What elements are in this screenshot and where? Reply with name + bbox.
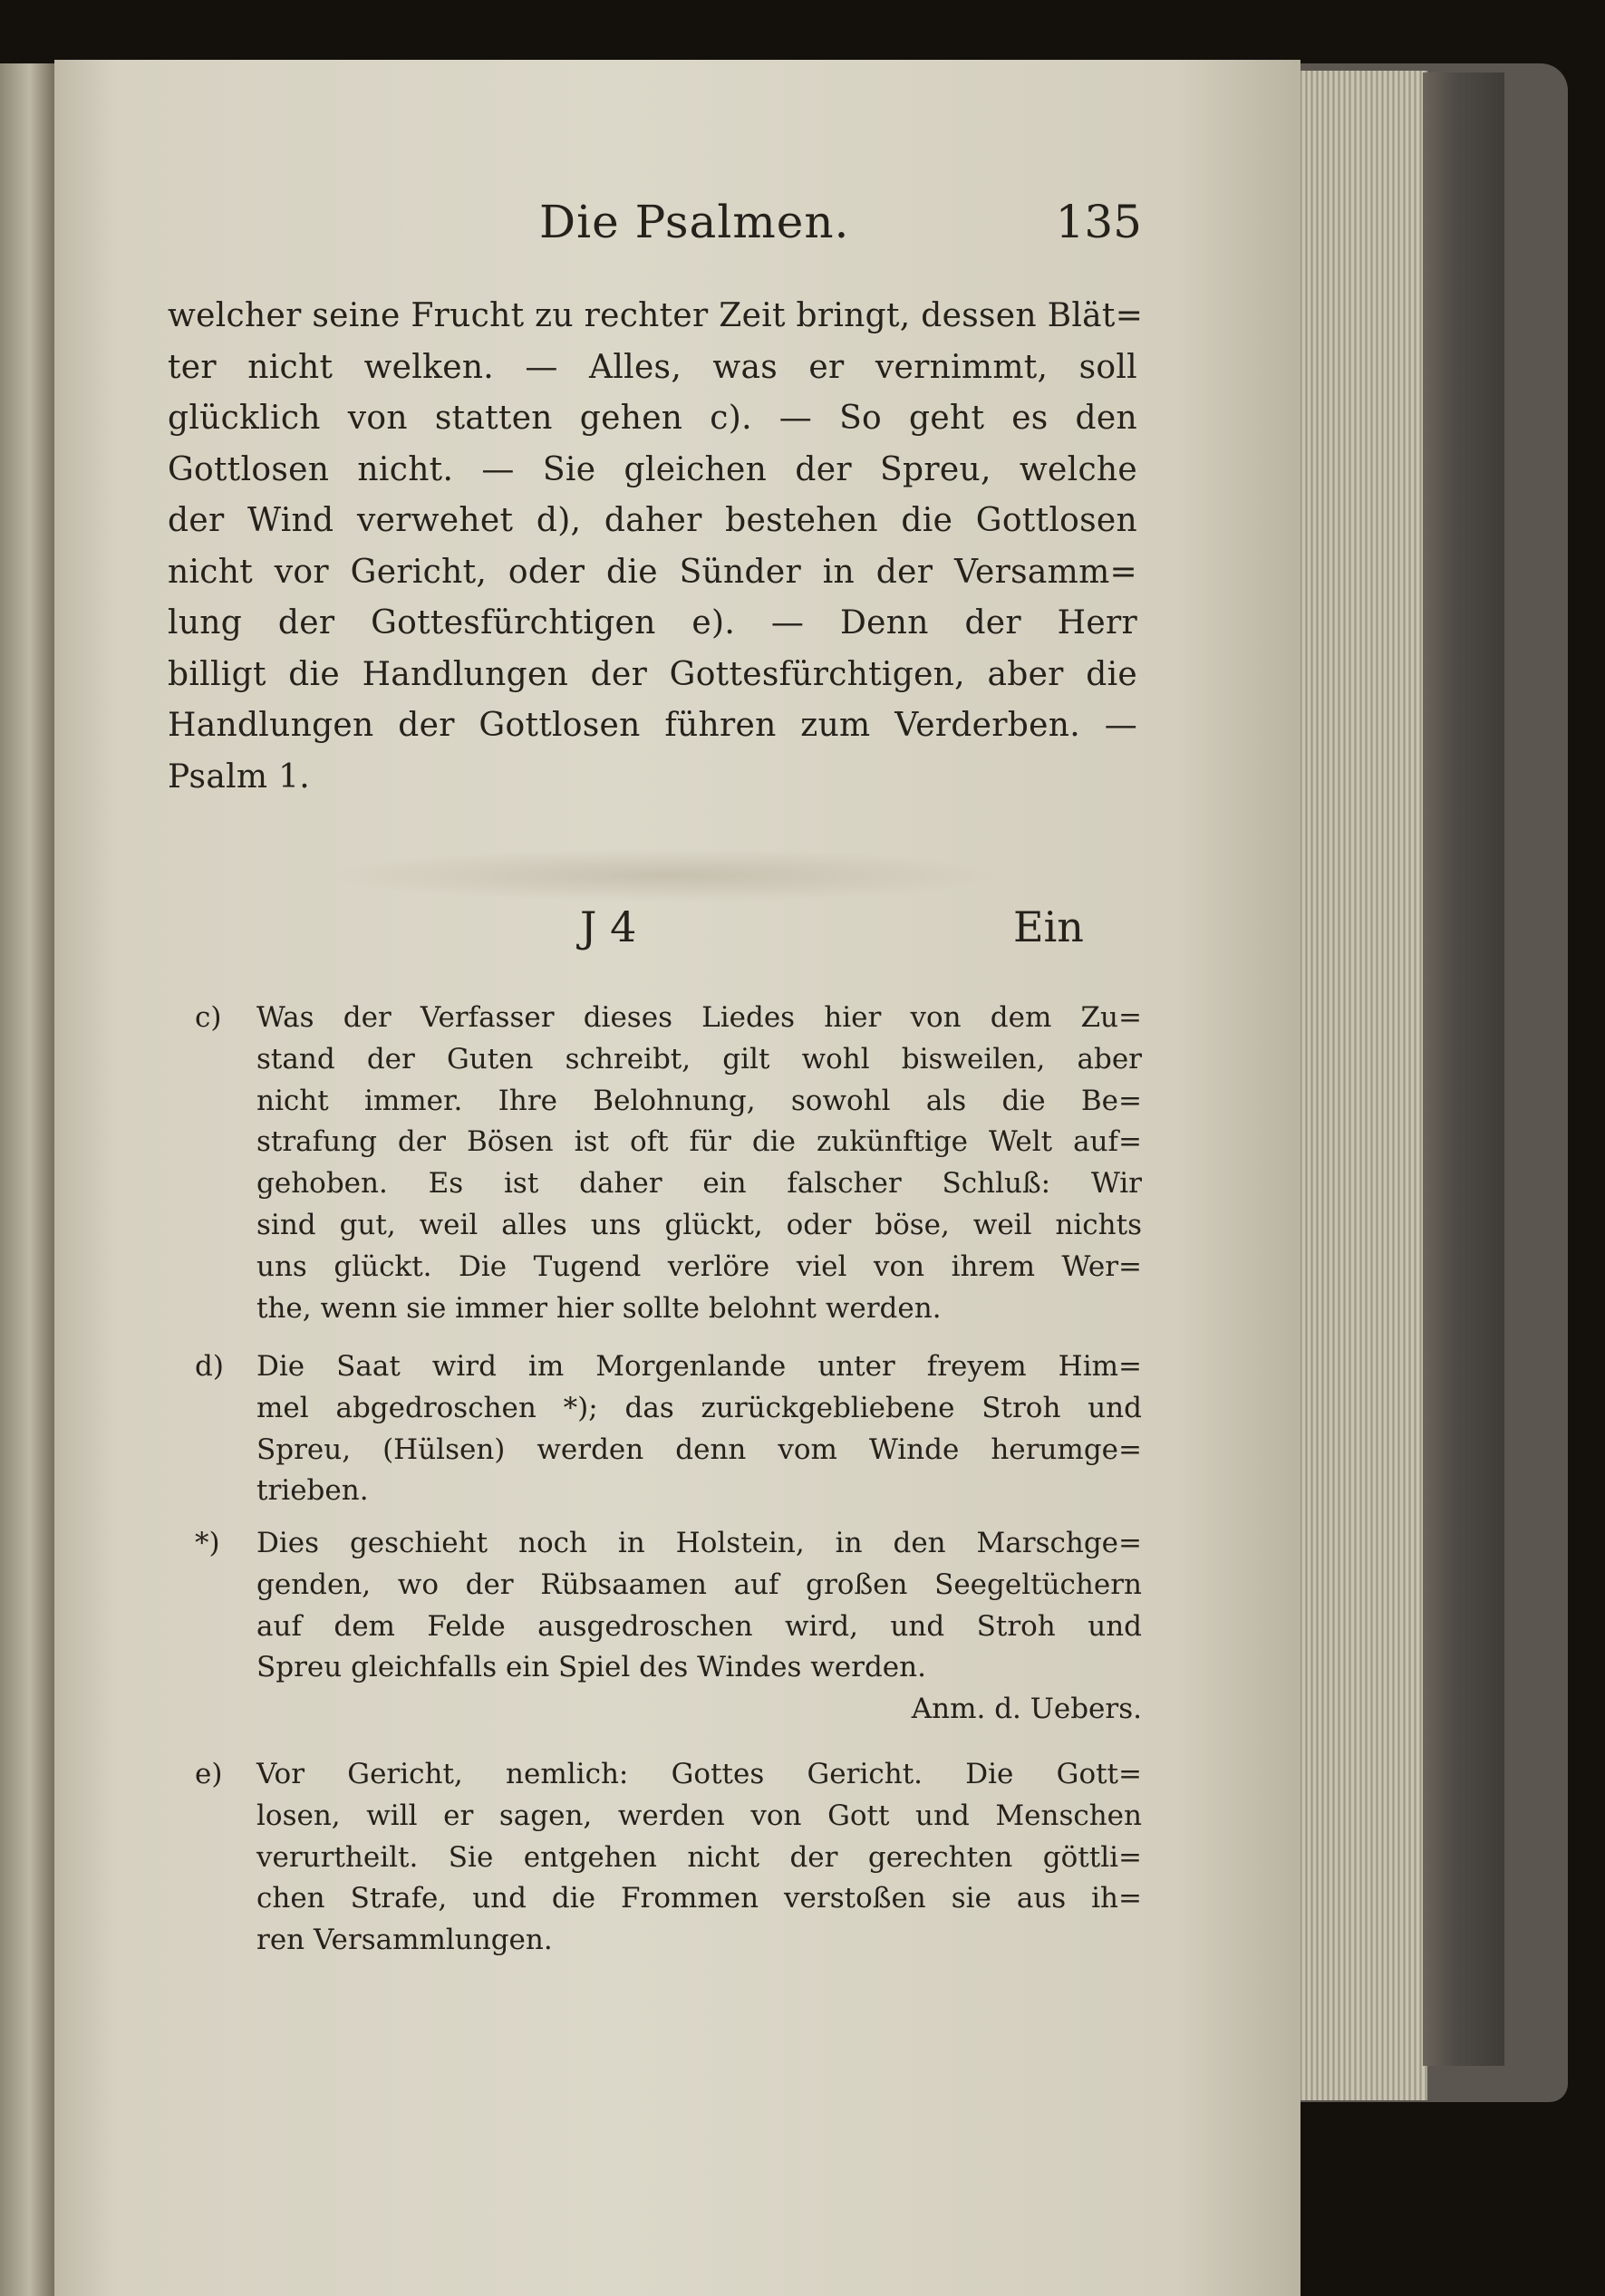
text-line: der Wind verwehet d), daher bestehen die Gottlosen xyxy=(168,502,1137,539)
footnote-label: d) xyxy=(195,1350,224,1383)
translator-note-signoff: Anm. d. Uebers. xyxy=(911,1693,1142,1726)
footnote-line: chen Strafe, und die Frommen verstoßen sie aus ih= xyxy=(256,1882,1142,1915)
footnote-line: Was der Verfasser dieses Liedes hier von dem Zu= xyxy=(256,1001,1142,1034)
footnote-line: ren Versammlungen. xyxy=(256,1924,553,1957)
footnote-body xyxy=(256,1754,1142,1962)
text-line: Gottlosen nicht. — Sie gleichen der Spreu, welche xyxy=(168,450,1137,488)
text-line: lung der Gottesfürchtigen e). — Denn der Herr xyxy=(168,604,1137,642)
footnote-line: Spreu, (Hülsen) werden denn vom Winde herumge= xyxy=(256,1433,1142,1466)
text-line: billigt die Handlungen der Gottesfürchtigen, aber die xyxy=(168,655,1137,693)
footnote-line: Spreu gleichfalls ein Spiel des Windes werden. xyxy=(256,1651,926,1684)
footnote-line: the, wenn sie immer hier sollte belohnt werden. xyxy=(256,1291,942,1325)
text-line: Handlungen der Gottlosen führen zum Verderben. — xyxy=(168,707,1137,744)
footnote-line: genden, wo der Rübsaamen auf großen Seegeltüchern xyxy=(256,1568,1142,1601)
footnote-body xyxy=(256,998,1142,1329)
text-line: welcher seine Frucht zu rechter Zeit bringt, dessen Blät= xyxy=(168,297,1144,334)
page-edges-stack xyxy=(1291,71,1427,2100)
footnote-line: nicht immer. Ihre Belohnung, sowohl als die Be= xyxy=(256,1084,1142,1117)
footnote-line: trieben. xyxy=(256,1474,369,1508)
footnote-body xyxy=(256,1523,1142,1731)
footnote-line: Die Saat wird im Morgenlande unter freyem Him= xyxy=(256,1350,1142,1383)
footnote-line: stand der Guten schreibt, gilt wohl bisweilen, aber xyxy=(256,1042,1142,1076)
text-line: ter nicht welken. — Alles, was er vernimmt, soll xyxy=(168,348,1137,386)
footnote-line: Vor Gericht, nemlich: Gottes Gericht. Die Gott= xyxy=(256,1758,1142,1790)
footnote-line: verurtheilt. Sie entgehen nicht der gerechten göttli= xyxy=(256,1840,1142,1874)
footnote-line: gehoben. Es ist daher ein falscher Schluß: Wir xyxy=(256,1167,1142,1201)
page-number: 135 xyxy=(1055,196,1142,248)
text-line: nicht vor Gericht, oder die Sünder in der Versamm= xyxy=(168,553,1137,591)
book-cover-edge xyxy=(1423,72,1504,2066)
footnote-signoff-row xyxy=(256,1689,1142,1731)
footnote-line: strafung der Bösen ist oft für die zukünftige Welt auf= xyxy=(256,1125,1142,1159)
text-line: Psalm 1. xyxy=(168,757,311,796)
facing-page-edge xyxy=(0,63,54,2296)
footnote-line: sind gut, weil alles uns glückt, oder böse, weil nichts xyxy=(256,1208,1142,1241)
page-header xyxy=(489,187,1142,268)
running-title: Die Psalmen. xyxy=(539,196,850,248)
footnote-line: Dies geschieht noch in Holstein, in den Marschge= xyxy=(256,1527,1142,1559)
footnote-line: losen, will er sagen, werden von Gott und Menschen xyxy=(256,1799,1142,1832)
footnote-label: *) xyxy=(195,1527,220,1559)
footnote-body xyxy=(256,1346,1142,1512)
footnote-line: auf dem Felde ausgedroschen wird, und Stroh und xyxy=(256,1609,1142,1643)
signature-mark: J 4 xyxy=(580,902,637,951)
catchword: Ein xyxy=(1013,902,1084,951)
footnote-label: e) xyxy=(195,1758,223,1790)
page-sheet xyxy=(54,60,1300,2296)
footnote-label: c) xyxy=(195,1001,222,1034)
catch-line xyxy=(54,893,1300,957)
text-line: glücklich von statten gehen c). — So geht es den xyxy=(168,400,1137,437)
footnote-line: mel abgedroschen *); das zurückgebliebene Stroh und xyxy=(256,1391,1142,1424)
footnote-line: uns glückt. Die Tugend verlöre viel von ihrem Wer= xyxy=(256,1249,1142,1283)
main-text-block xyxy=(168,291,1144,803)
